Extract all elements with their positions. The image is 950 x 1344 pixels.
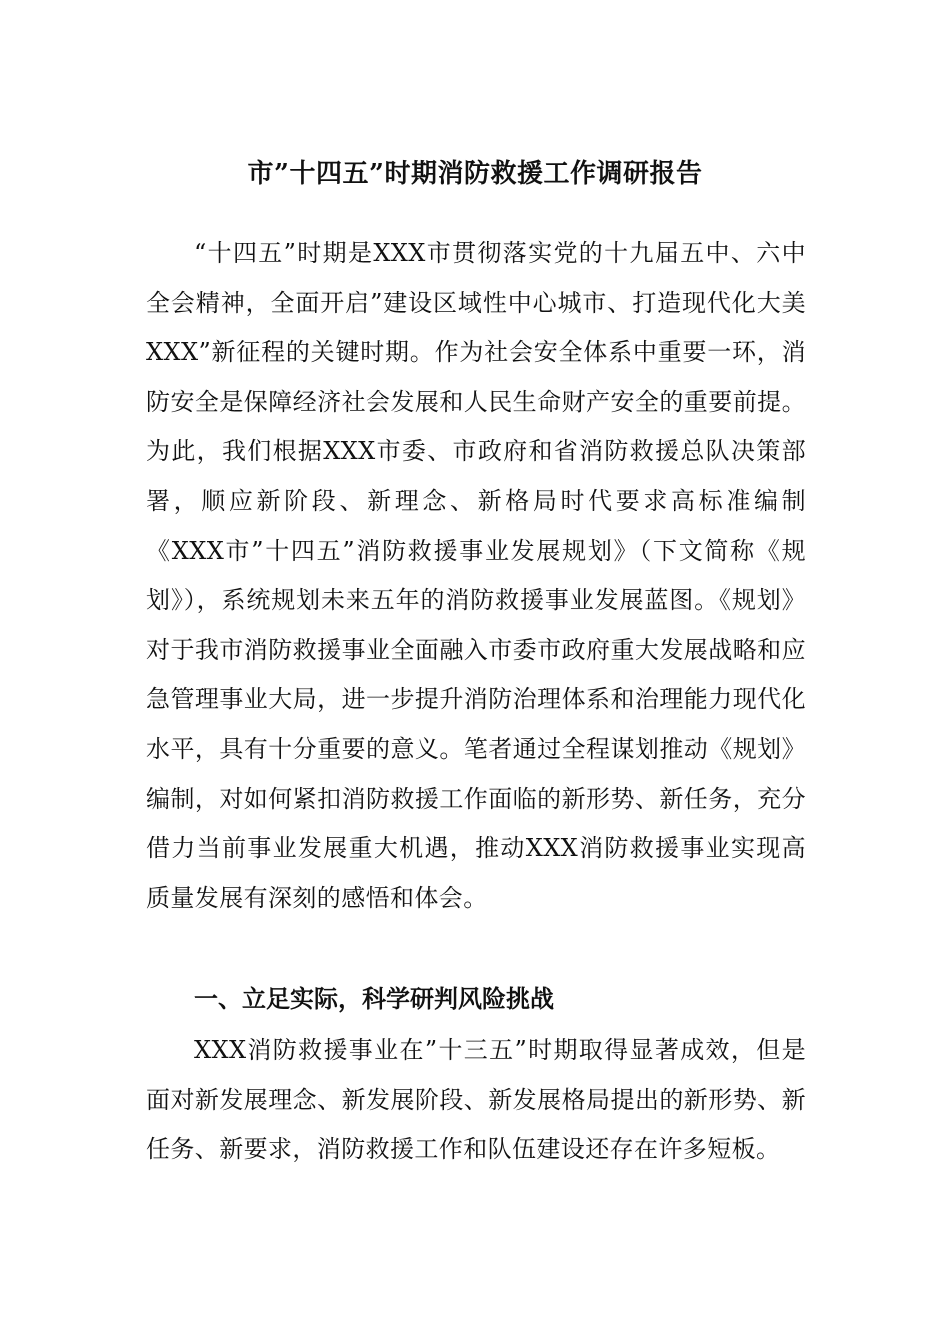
document-title: 市”十四五”时期消防救援工作调研报告	[247, 159, 703, 189]
section-heading-1: 一、立足实际，科学研判风险挑战	[194, 985, 554, 1013]
section-1-paragraph: XXX消防救援事业在”十三五”时期取得显著成效，但是面对新发展理念、新发展阶段、新发展格局提出的新形势、新任务、新要求，消防救援工作和队伍建设还存在许多短板。	[146, 1036, 806, 1164]
intro-paragraph: “十四五”时期是XXX市贯彻落实党的十九届五中、六中全会精神，全面开启”建设区域性中心城市、打造现代化大美XXX”新征程的关键时期。作为社会安全体系中重要一环，消防安全是保障经济社会发展和人民生命财产安全的重要前提。为此，我们根据XXX市委、市政府和省消防救援总队决策部署，顺应新阶段、新理念、新格局时代要求高标准编制《XXX市”十四五”消防救援事业发展规划》（下文简称《规划》），系统规划未来五年的消防救援事业发展蓝图。《规划》对于我市消防救援事业全面融入市委市政府重大发展战略和应急管理事业大局，进一步提升消防治理体系和治理能力现代化水平，具有十分重要的意义。笔者通过全程谋划推动《规划》编制，对如何紧扣消防救援工作面临的新形势、新任务，充分借力当前事业发展重大机遇，推动XXX消防救援事业实现高质量发展有深刻的感悟和体会。	[146, 239, 806, 912]
